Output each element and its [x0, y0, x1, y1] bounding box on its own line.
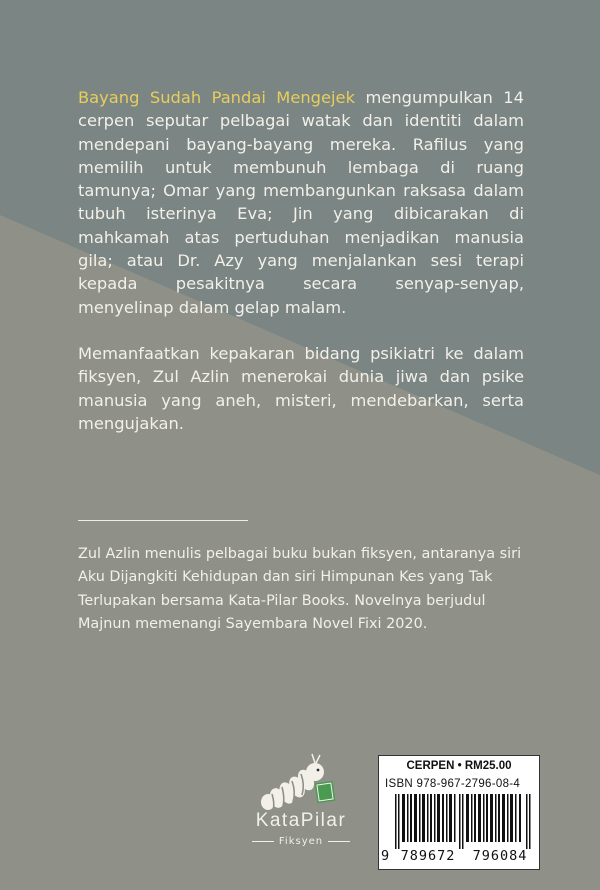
synopsis-paragraph-1-text: mengumpulkan 14 cerpen seputar pelbagai watak dan identiti dalam mendepani bayang-bayang mereka. Rafilus yang memilih untuk membunuh lembaga di ruang tamunya; Omar yang membangunkan raksasa dalam tubuh isterinya Eva; Jin yang dibicarakan di mahkamah atas pertuduhan menjadikan manusia gila; atau Dr. Azy yang menjalankan sesi terapi kepada pesakitnya secara senyap-senyap, menyelinap dalam gelap malam. — [78, 88, 524, 317]
synopsis-paragraph-1 — [78, 86, 524, 319]
barcode-digits — [381, 848, 537, 864]
genre-price: CERPEN • RM25.00 — [406, 760, 512, 772]
synopsis-paragraph-2: Memanfaatkan kepakaran bidang psikiatri ke dalam fiksyen, Zul Azlin menerokai dunia jiwa dan psike manusia yang aneh, misteri, mendebarkan, serta mengujakan. — [78, 343, 524, 433]
divider — [78, 520, 248, 521]
barcode-digits-right: 796084 — [472, 848, 528, 864]
barcode-digit-first: 9 — [381, 848, 390, 864]
barcode-icon — [395, 794, 531, 849]
isbn-number: ISBN 978-967-2796-08-4 — [385, 778, 521, 790]
barcode-label — [378, 755, 540, 870]
publisher-name: KataPilar — [255, 810, 347, 831]
publisher-logo — [236, 752, 366, 872]
barcode-digits-left: 789672 — [400, 848, 456, 864]
book-title: Bayang Sudah Pandai Mengejek — [78, 88, 356, 107]
publisher-imprint: Fiksyen — [236, 836, 366, 847]
synopsis — [78, 86, 524, 458]
bookworm-icon — [258, 752, 344, 818]
author-bio: Zul Azlin menulis pelbagai buku bukan fiksyen, antaranya siri Aku Dijangkiti Kehidupan dan siri Himpunan Kes yang Tak Terlupakan bersama Kata-Pilar Books. Novelnya berjudul Majnun memenangi Sayembara Novel Fixi 2020. — [78, 546, 522, 632]
